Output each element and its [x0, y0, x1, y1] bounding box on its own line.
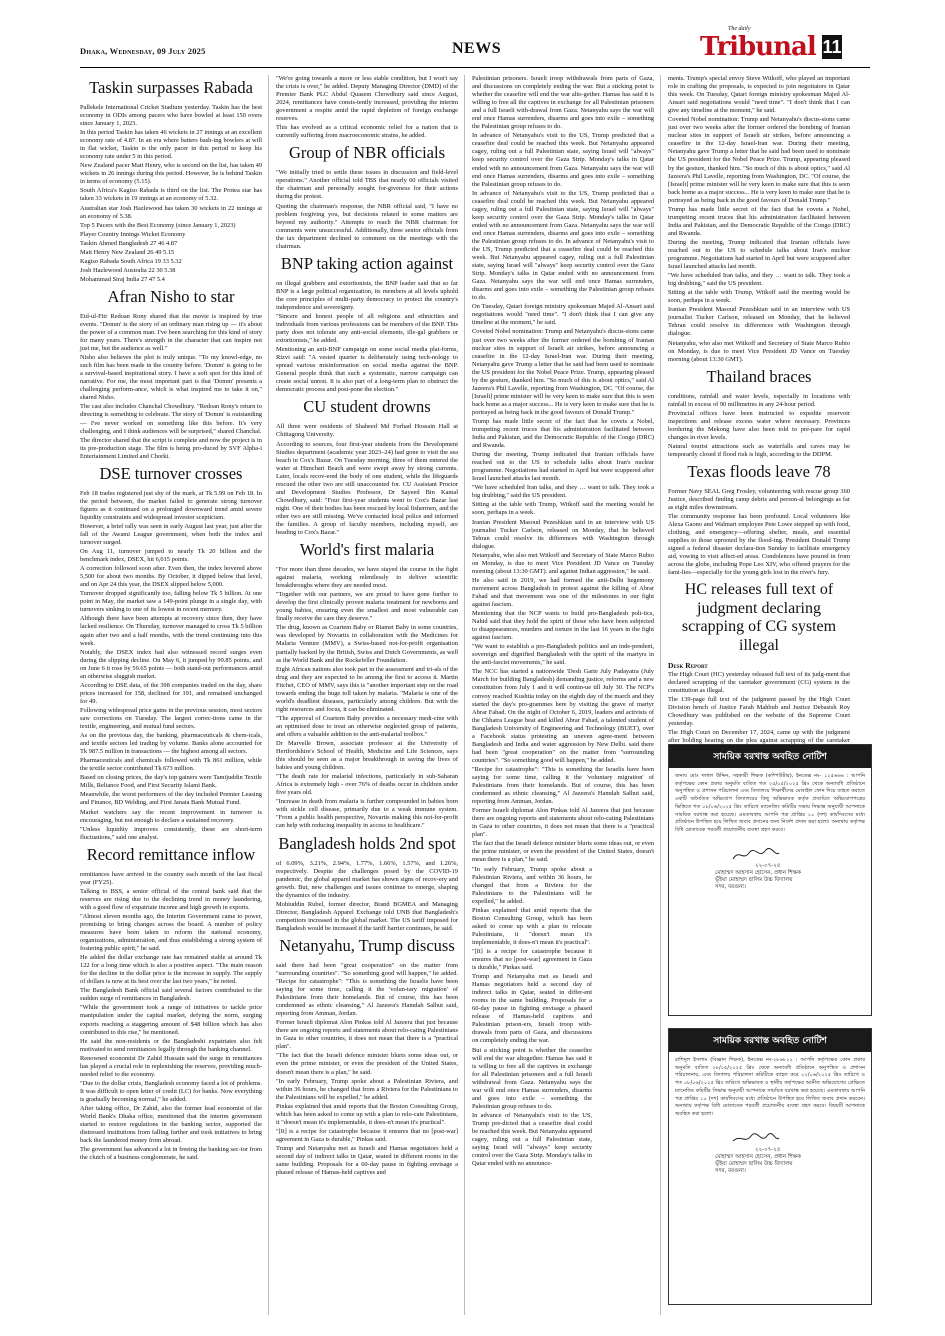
paragraph: "[It] is a recipe for catastrophe because it ensures that no [post-war] agreement in Gaza is durable," Pinkas said. [276, 1127, 458, 1143]
paragraph: "The death rate for malarial infections, particularly in sub-Saharan Africa is extremely high - over 76% of deaths occur in children under five years old. [276, 773, 458, 797]
paragraph: The Bangladesh Bank official said several factors contributed to the sudden surge of remittances in Bangladesh. [80, 987, 262, 1003]
paragraph: "We initially tried to settle these issues in discussion and field-level operations." Another official told TBS that nearly 60 officials visited the chairman and personally sought for-giveness for their actions during the protest. [276, 169, 458, 201]
column-divider [464, 75, 465, 1315]
paragraph: Mohiuddin Rubel, former director, Brand BGMEA and Managing Director, Bangladesh Apparel Exchange told UNB that Bangladesh's competitors increased in the global market. The US tariff imposed for Bangladesh would be increased if the tariff barrier continues, he said. [276, 900, 458, 932]
article-nbr [276, 169, 458, 250]
notice-ad-1 [668, 744, 872, 1016]
paragraph: Although there have been attempts at recovery since then, they have lacked resilience. On Thursday, turnover managed to cross Tk 5 billion again after two and a half months, with the trend continuing into this week. [80, 615, 262, 647]
paragraph: Netanyahu, who also met Witkoff and Secretary of State Marco Rubio on Monday, is due to meet Vice President JD Vance on Tuesday morning (about 13:30 GMT). and against Indian aggression," he said. [472, 551, 654, 575]
paragraph: conditions, rainfall and water levels, especially in locations with rainfall in excess of 90 millimetres in any 24-hour period. [668, 392, 850, 408]
paragraph: on illegal grabbers and extortionists, the BNP leader said that so far BNP is a large political organization, its members at all levels uphold the core principles of multi-party democracy to protect the country's independence and sovereignty. [276, 279, 458, 311]
paragraph: Taskin Ahmed Bangladesh 27 46 4.87 [80, 239, 178, 247]
paragraph: The High Court (HC) yesterday released full text of its judg-ment that declared scrapping of the caretaker government (CG) system in the constitution as illegal. [668, 671, 850, 695]
paragraph: The director shared that the script is complete and now the project is in its pre-production stage. The film is being pro-duced by SVF Alpha-i Entertainment Limited and Chorki. [80, 436, 262, 460]
paragraph: "The approval of Coartem Baby provides a necessary medi-cine with an optimised dose to treat an otherwise neglected group of patients, and offers a valuable addition to the anti-malarial toolbox." [276, 714, 458, 738]
page-header [0, 0, 945, 78]
paragraph: Palestinian prisoners. Israeli troop withdrawals from parts of Gaza, and discussions on completely ending the war. But a sticking point is whether the ceasefire will end the war alto-gether. Hamas has said it is willing to free all the captives in exchange for all Palestinian prisoners and a full Israeli with-drawal from Gaza. Netanyahu says the war will end once Hamas surrenders, disarms and goes into exile – something the Palestinian group refuses to do. [472, 75, 654, 131]
article-remittance-cont [276, 75, 458, 140]
paragraph: In this period Taskin has taken 46 wickets in 27 innings at an excellent economy rate of 4.87. In an era where batters bash-ing bowlers at will in flat wicket, Taskin is the only pacer in this period to keep his economy rate under 5 in this period. [80, 129, 262, 161]
signature-mark [731, 1131, 781, 1147]
article-thailand [668, 393, 850, 459]
headline-remittance: Record remittance inflow [86, 844, 256, 864]
paragraph: Iranian President Masoud Pezeshkian said in an interview with US journalist Tucker Carlson, released on Monday, that he believed Tehran could resolve its differences with Washington through dialogue. [668, 306, 850, 338]
paragraph: Following widespread price gains in the previous session, most sectors saw corrections on Tuesday. The largest correc-tions came in the textile, engineering, and mutual fund sectors. [80, 706, 262, 731]
signature-date: ২২-০৭-২৫ [755, 1146, 781, 1153]
paragraph: "In early February, Trump spoke about a Palestinian Riviera, and within 36 hours, he changed that from a Riviera for the Palestinians to the Palestinians will be expelled," he added. [472, 865, 592, 905]
paragraph: All three were residents of Shaheed Md Forhad Hossain Hall at Chittagong University. [276, 423, 458, 439]
paragraph: Renowned economist Dr Zahid Hussain said the surge in remittances has played a crucial role in replenishing the reserves, providing much-needed relief to the economy. [80, 1054, 262, 1078]
paragraph: However, a brief rally was seen in early August last year, just after the fall of the Awami League government, when both the index and turnover surged. [80, 522, 262, 547]
paragraph: Provincial offices have been instructed to expedite reservoir inspections and release excess water where necessary. Provinces bordering the Mekong have also been told to pre-pare for rapid changes in river levels. [668, 409, 850, 441]
masthead-tagline: The daily [728, 26, 751, 32]
article-cu-student [276, 423, 458, 537]
paragraph: Feb 18 trades registered just shy of the mark, at Tk 5.99 on Feb 18. In the period between, the market failed to generate strong turnover figures as it continued on a prolonged downward trend amid severe liquidity constraints and widespread investor scepticism. [80, 489, 262, 521]
paragraph: "We're going towards a more or less stable condition, but I won't say the crisis is over," he added. Deputy Managing Director (DMD) of the Premier Bank PLC Abdul Quasem Chowdhury said since August, 2024, remittances have consis-tently increased, providing the interim government a respite amid the rapid depletion of foreign exchange reserves. [276, 75, 458, 123]
column-divider [660, 75, 661, 1315]
paragraph: Eight African nations also took part in the assessment and tri-als of the drug and they are expected to be among the first to access it. Martin Fitchet, CEO of MMV, says this is "another important step on the road towards ending the huge toll taken by malaria. "Malaria is one of the world's deadliest diseases, particularly among children. But with the right resources and focus, it can be eliminated. [276, 665, 458, 713]
signature-line: ভূঁইয়া মোহাম্মদ ছালিম উচ্চ বিদ্যালয় [715, 876, 793, 883]
article-bangladesh-2nd [276, 860, 458, 933]
article-afran-nisho [80, 313, 262, 461]
paragraph: After taking office, Dr Zahid, also the former lead economist of the World Bank's Dhaka office, mentioned that the interim government started to restore regulations in the banking sector, supported the distressed institutions from falling further and took initiatives to bring back the laundered money from abroad. [80, 1104, 262, 1145]
paragraph: Market watchers say the recent improvement in turnover is encouraging, but not enough to declare a sustained recovery. [80, 808, 262, 824]
paragraph: South Africa's Kagiso Rabada is third on the list. The Protea star has taken 33 wickets in 19 innings at an economy of 5.32. [80, 187, 262, 203]
paragraph: Coveted Nobel nomination: Trump and Netanyahu's discus-sions came just over two weeks after the former ordered the bombing of Iranian nuclear sites in support of Israeli air strikes, before announcing a ceasefire in the 12-day Israel-Iran war. During their meeting, Netanyahu gave Trump a letter that he said had been used to nominate the US president for the Nobel Peace Prize. Trump, appearing pleased by the gesture, thanked him. "So much of this is about optics," said Al Jazeera's Phil Lavelle, reporting from Washington, DC. "Of course, the [Israeli] prime minister will be very keen to make sure that this is seen back home as a major success... He is very keen to make sure that he is portrayed as being back in the good favours of Donald Trump." [668, 116, 850, 204]
signature-line: ভূঁইয়া মোহাম্মদ ছালিম উচ্চ বিদ্যালয় [715, 1160, 793, 1167]
paragraph: said there had been "great cooperation" on the matter from "surrounding countries". "So something good will happen," he added. "Recipe for catastrophe": "This is something the Israelis have been saying for some time, calling it the 'volun-tary migration' of Palestinians from their homelands. But of course, this has been condemned as ethnic cleansing," Al Jazeera's Hamdah Salhut said, reporting from Amman, Jordan. [276, 961, 458, 1018]
paragraph: Eid-ul-Fitr Redoan Rony shared that the movie is inspired by true events. "Domm' is the story of an ordinary man rising up — it's about the power of a common man. I've been searching for this kind of story for many years. There's strength in the character that can inspire not just me, but the audience as well." [80, 312, 262, 353]
article-taskin [80, 104, 262, 284]
paragraph: Former Israeli diplomat Alon Pinkas told Al Jazeera that just because there are ongoing reports and statements about relo-cating Palestinians in Gaza to other countries, it does not mean that there is a "practical plan". [472, 807, 654, 839]
headline-nbr: Group of NBR officials [289, 143, 445, 163]
paragraph: In advance of Netanyahu's visit to the US, Trump predicted that a ceasefire deal could be reached this week. But Netanyahu appeared cagey, ruling out a full Palestinian state, saying Israel will "always" keep security control over the Gaza Strip. Monday's talks in Qatar ended with no announcement from Gaza. Netanyahu says the war will end once Hamas surrenders, disarms and goes into exile – something the Palestinian group refuses to do. [472, 132, 654, 188]
signature-date: ২২-০৭-২৫ [755, 862, 781, 869]
paragraph: Trump and Netanyahu met as Israeli and Hamas negotiators held a second day of indirect talks in Qatar, seated in different rooms in the same building. Proposals for a 60-day pause in fighting envisage a phased release of Hamas-held captives and [276, 1144, 458, 1177]
paragraph: "We want to establish a pro-Bangladesh politics and an inde-pendent, sovereign and dignified Bangladesh with the spirit of the martyrs in the anti-fascist movements," he said. [472, 643, 654, 667]
paragraph: He added the dollar exchange rate has remained stable at around Tk 122 for a long time which is also a positive aspect. "The main reason for the decline in the dollar price is the increase in supply. The supply of dollars is now at its best over the last two years," he noted. [80, 954, 262, 986]
article-malaria [276, 566, 458, 831]
paragraph: of 6.09%, 3.21%, 2.94%, 1.77%, 1.66%, 1.57%, and 1.26%, respectively. Despite the challenges posed by the COVID-19 pandemic, the global apparel market has shown signs of recov-ery and growth. But, new challenges and issues continue to emerge, shaping the dynamics of the industry. [276, 859, 458, 899]
paragraph: Talking to BSS, a senior official of the central bank said that the reserves are rising due to the declining trend in money laundering, with a good flow of expatriate income and high growth in exports. [80, 887, 262, 911]
notice-ad-2 [668, 1028, 872, 1305]
paragraph: Netanyahu, who also met Witkoff and Secretary of State Marco Rubio on Monday, is due to meet Vice President JD Vance on Tuesday morning (about 13:30 GMT). [668, 339, 850, 363]
paragraph: Natural tourist attractions such as waterfalls and caves may be temporarily closed if flood risk is high, according to the DDPM. [668, 442, 850, 458]
paragraph: He said the non-residents or the Bangladeshi expatriates also felt motivated to send remittances legally through the banking channel. [80, 1037, 262, 1053]
paragraph: On Tuesday, Qatari foreign ministry spokesman Majed Al-Ansari said negotiations would "need time". "I don't think that I can give any timeline at the moment," he said. [472, 303, 654, 327]
signature-line: মোহাম্মদ আহসান হোসেন, প্রধান শিক্ষক [715, 1153, 801, 1160]
headline-thailand: Thailand braces [706, 366, 812, 386]
paragraph: "Due to the dollar crisis, Bangladesh economy faced a lot of problems. It was difficult to open letter of credit (LC) for banks. Now everything is gradually becoming normal," he added. [80, 1079, 262, 1103]
paragraph: ments. Trump's special envoy Steve Witkoff, who played an important role in crafting the proposals, is expected to join negotiators in Qatar this week. On Tuesday, Qatari foreign ministry spokesman Majed Al-Ansari said negotiations would "need time". "I don't think that I can give any timeline at the moment," he said. [668, 75, 850, 115]
byline: Desk Report [668, 661, 708, 671]
paragraph: "In early February, Trump spoke about a Palestinian Riviera, and within 36 hours, he changed that from a Riviera for the Palestinians to the Palestinians will be expelled," he added. [276, 1077, 458, 1101]
paragraph: Player Country Innings Wicket Economy [80, 230, 186, 238]
paragraph: Pinkas explained that amid reports that the Boston Consulting Group, which has been asked to come up with a plan to relocate Palestinians, it "doesn't mean it's implementable, it does-n't mean it's practical". [472, 906, 592, 946]
paragraph: In advance of Netanyahu's visit to the US, Trump predicted that a ceasefire deal could be reached this week. But Netanyahu appeared cagey, ruling out a full Palestinian state, saying Israel will "always" keep security control over the Gaza Strip. Monday's talks in Qatar ended with no announcement from Gaza. Netanyahu says the war will end once Hamas surrenders, disarms and goes into exile – something the Palestinian group refuses to do. In advance of Netanyahu's visit to the US, Trump predicted that a ceasefire deal could be reached this week. But Netanyahu appeared cagey, ruling out a full Palestinian state, saying Israel will "always" keep security control over the Gaza Strip. Monday's talks in Qatar ended with no announcement from Gaza. Netanyahu says the war will end once Hamas surrenders, disarms and goes into exile – something the Palestinian group refuses to do. [472, 189, 654, 302]
signature-line: সদর, বরগুনা। [715, 1167, 746, 1174]
paragraph: Trump has made little secret of the fact that he covets a Nobel, trumpeting recent truces that his administration facilitated between India and Pakistan, and the Democratic Republic of the Congo (DRC) and Rwanda. [472, 417, 654, 450]
headline-cu-student: CU student drowns [303, 397, 431, 417]
paragraph: Former Navy SEAL Greg Frosley, volunteering with rescue group 360 Justice, described finding camp debris and person-al belongings as far as eight miles downstream. [668, 487, 850, 512]
paragraph: Nisho also believes the plot is truly unique. "To my knowl-edge, no such film has been made in the country before. 'Domm' is going to be a survival-based inspirational story. I have a soft spot for this kind of narrative. For me, the most important part is that 'Domm' presents a challenging perform-ance, which is what inspired me to take it on," shared Nisho. [80, 354, 262, 402]
column-4 [668, 75, 850, 745]
headline-malaria: World's first malaria [299, 540, 435, 560]
paragraph: remittances have arrived in the country each month of the last fiscal year (FY25). [80, 870, 262, 886]
headline-hc-judgment: HC releases full text of judgment declaring scrapping of CG system illegal [681, 581, 837, 654]
paragraph: "Increase in death from malaria is further compounded in babies born with sickle cell disease, primarily due to a weak immune system. "From a public health perspective, Novartis making this not-for-profit can help with reducing inequality in access to healthcare." [276, 798, 458, 830]
paragraph: "Unless liquidity improves consistently, these are short-term fluctuations," said one analyst. [80, 825, 262, 841]
paragraph: A correction followed soon after. Even then, the index hovered above 5,500 for about two months. By October, it dipped below that level, and on Apr 24 this year, the DSEX slipped below 5,000. [80, 565, 262, 589]
paragraph: Based on closing prices, the day's top gainers were Tamijuddin Textile Mills, Reliance Food, and First Security Islami Bank. [80, 774, 262, 790]
article-hc-judgment [668, 671, 850, 753]
notice-body: জনাব মোঃ দলাল উদ্দিন, সহকারী শিক্ষক (কম্পিউটার), ইনডেক্স নং- ১২৫৬৬৬ : আপনি কর্তৃপক্ষের কোন প্রকার অনুমতি ব্যতিত গত ২৫/০৫/২০২৫ খ্রিঃ থেকে অন্যাবধি প্রতিষ্ঠানে অনুপস্থিত ও প্রশাসন পরিচালনা এবং বিদ্যালয়ে শিক্ষার্থীদের মোবাইল ফোন দিয়ে ব্যাহত করাতে একটি অনৈতিক অভিযোগ বিদ্যালয়ের কিছু অভিভাবক কর্তৃক প্রত্যয়িত অভিযোগপত্রের ভিত্তিতে গত ০৮/০৬/২০২৫ খ্রিঃ তারিখে ম্যানেজিং কমিটির সভায় সিদ্ধান্ত অনুযায়ী আপনাকে সাময়িক বরখাস্ত করা হয়েছে। এমতাবস্থায় আপনি পত্র প্রাপ্তির ১০ (দশ) কার্যদিবসের মধ্যে প্রতিষ্ঠানে উপস্থিত হয়ে লিখিত জবাব প্রদানের জন্য নির্দেশ প্রদান করা হলো। অন্যথায় কর্তৃপক্ষ বিধি মোতাবেক পরবর্তী প্রয়োজনীয় ব্যবস্থা গ্রহণ করবে। [675, 773, 865, 833]
paragraph: The cast also includes Chanchal Chowdhury. "Redoan Rony's return to directing is something to celebrate. The story of 'Domm' is outstanding — I've never worked on something like this before. It's very challenging, and I think audiences will be surprised," shared Chanchal. [80, 403, 262, 435]
header-rule [80, 67, 870, 68]
paragraph: Sitting at the table with Trump, Witkoff said the meeting would be soon, perhaps in a week. [668, 289, 850, 305]
article-gaza-narrow [472, 866, 592, 1169]
paragraph: "Almost eleven months ago, the Interim Government came to power, promising to bring changes across the board. A number of policy measures have been taken to reform the national economy, organizations, administration, and thus establishing a strong system of fostering public spirit," he said. [80, 912, 262, 953]
article-trump-cont [668, 75, 850, 364]
article-dse [80, 490, 262, 842]
paragraph: Iranian President Masoud Pezeshkian said in an interview with US journalist Tucker Carlson, released on Monday, that he believed Tehran could resolve its differences with Washington through dialogue. [472, 518, 654, 550]
paragraph: During the meeting, Trump indicated that Iranian officials have reached out to the US to schedule talks about Iran's nuclear programme. Negotiations had started in April but were scuppered after Israel launched attacks last month. [472, 451, 654, 483]
paragraph: The fact that the Israeli defence minister blurts some ideas out, or even the prime minister, or even the president of the United States, doesn't mean there is a plan," he said. [472, 840, 654, 864]
signature-line: সদর, বরগুনা। [715, 883, 746, 890]
paragraph: "The fact that the Israeli defence minister blurts some ideas out, or even the prime minister, or even the president of the United States, doesn't mean there is a plan," he said. [276, 1052, 458, 1076]
paragraph: The drug, known as Coartem Baby or Riamet Baby in some countries, was developed by Novartis in collaboration with the Medicines for Malaria Venture (MMV), a Swiss-based not-for-profit organisation partially backed by the British, Swiss and Dutch Governments, as well as the World Bank and the Rockefeller Foundation. [276, 624, 458, 664]
paragraph: Top 5 Pacers with the Best Economy (since January 1, 2023) [80, 221, 236, 229]
paragraph: "We have scheduled Iran talks, and they … want to talk. They took a big drubbing," said the US president. [668, 272, 850, 288]
paragraph: He also said in 2019, we had formed the anti-Delhi hegemony movement across Bangladesh in protest against the killing of Abrar Fahad and that movement was one of the milestones in our fight against fascism. [472, 576, 654, 608]
paragraph: "Together with our partners, we are proud to have gone further to develop the first clinically proven malaria treatment for newborns and young babies, ensuring even the smallest and most vulnerable can finally receive the care they deserve." [276, 591, 458, 623]
paragraph: Pinkas explained that amid reports that the Boston Consulting Group, which has been asked to come up with a plan to relo-cate Palestinians, it "doesn't mean it's implementable, it does-n't mean it's practical". [276, 1102, 458, 1126]
paragraph: Kagiso Rabada South Africa 19 33 5.32 [80, 257, 182, 265]
paragraph: "For more than three decades, we have stayed the course in the fight against malaria, working relentlessly to deliver scientific breakthroughs where they are needed most. [276, 566, 458, 590]
article-bnp [276, 280, 458, 395]
signature-lines [715, 1154, 871, 1175]
masthead-logo [700, 26, 870, 62]
article-remittance [80, 871, 262, 1163]
paragraph: As on the previous day, the banking, pharmaceuticals & chem-icals, and textile sectors led trading by volume. Banks alone accounted for Tk 987.5 million in transactions — the highest among all sectors. [80, 732, 262, 756]
paragraph: Turnover dropped significantly too, falling below Tk 5 billion. At one point in May, the market saw a 149-point plunge in a single day, with turnovers sinking to one of its lowest in recent memory. [80, 590, 262, 614]
column-divider [268, 75, 269, 1315]
paragraph: In advance of Netanyahu's visit to the US, Trump pre-dicted that a ceasefire deal could be reached this week. But Netanyahu appeared cagey, ruling out a full Palestinian state, saying Israel will "always" keep security control over the Gaza Strip. Monday's talks in Qatar ended with no announce- [472, 1111, 592, 1168]
headline-netanyahu-trump: Netanyahu, Trump discuss [279, 935, 455, 955]
column-2 [276, 75, 458, 1315]
paragraph: New Zealand pacer Matt Henry, who is second on the list, has taken 49 wickets in 26 innings during this period. However, he is behind Taskin in terms of economy (5.15). [80, 162, 262, 186]
paragraph: Notably, the DSEX index had also witnessed record surges even during the slipping decline. On May 6, it jumped by 99.85 points, and on June 6 it rose by 59.65 points — both stand-out performances amid an otherwise sluggish market. [80, 648, 262, 680]
paragraph: Quoting the chairman's response, the NBR official said, "I have no problem forgiving you, but decisions related to some matters are beyond my authority." Attempts to reach the NBR chairman for comments were unsuccessful. Additionally, three senior officials from the tax department declined to comment on the meetings with the chairman. [276, 202, 458, 250]
paragraph: Trump has made little secret of the fact that he covets a Nobel, trumpeting recent truces that his administration facilitated between India and Pakistan, and the Democratic Republic of the Congo (DRC) and Rwanda. [668, 205, 850, 237]
paragraph: The High Court on December 17, 2024, came up with the judgment after holding hearing on the plea against scrapping of the caretaker [668, 729, 850, 745]
paragraph: Matt Henry New Zealand 26 49 5.15 [80, 248, 175, 256]
paragraph: "We have scheduled Iran talks, and they … want to talk. They took a big drubbing," said the US president. [472, 484, 654, 500]
notice-body: রাশিদুল ইসলাম (বিজ্ঞান শিক্ষক), ইনডেক্স নং-২৮৬৮১২ : আপনি কর্তৃপক্ষের কোন প্রকার অনুমতি ব্যতিত ২৮/০৫/২০২৫ খ্রিঃ থেকে অন্যাবধি প্রতিষ্ঠানে অনুপস্থিত ও প্রশাসন পরিচালনায়, এবং বিদ্যালয় পরিচালনা কমিটিকে ব্যাহত করে ০২/০৬/২০২৫ খ্রিঃ তারিখে ও গত ০৮/০৬/২০২৫ খ্রিঃ তারিখে অভিভাবক ও স্থানীয় কর্তৃপক্ষের আনীত অভিযোগের প্রেক্ষিতে ম্যানেজিং কমিটির সিদ্ধান্ত অনুযায়ী আপনাকে সাময়িক বরখাস্ত করা হয়েছে। এমতাবস্থায় আপনি পত্র প্রাপ্তির ১০ (দশ) কার্যদিবসের মধ্যে প্রতিষ্ঠানে উপস্থিত হয়ে লিখিত জবাব প্রদান করবেন। অন্যথায় কর্তৃপক্ষ বিধি মোতাবেক পরবর্তী প্রয়োজনীয় ব্যবস্থা গ্রহণ করবে। বিষয়টি আপনাকে অবহিত করা হলো। [675, 1057, 865, 1117]
paragraph: Australian star Josh Hazlewood has taken 30 wickets in 22 innings at an economy of 5.38. [80, 204, 262, 220]
headline-texas-floods: Texas floods leave 78 [687, 461, 831, 481]
paragraph: Sitting at the table with Trump, Witkoff said the meeting would be soon, perhaps in a week. [472, 501, 654, 517]
headline-bnp: BNP taking action against [280, 253, 454, 273]
paragraph: Meanwhile, the worst performers of the day included Premier Leasing and Finance, BD Welding, and First Janata Bank Mutual Fund. [80, 791, 262, 807]
article-gaza-cont [472, 75, 654, 865]
page-number: 11 [822, 37, 842, 57]
paragraph: Dr Marvelle Brown, associate professor at the University of Hertfordshire's School of Health, Medicine and Life Sciences, says this should be seen as a major breakthrough in saving the lives of babies and young children. [276, 740, 458, 772]
paragraph: On Aug 11, turnover jumped to nearly Tk 20 billion and the benchmark index, DSEX, hit 6,015 points. [80, 548, 262, 564]
headline-bangladesh-2nd: Bangladesh holds 2nd spot [278, 833, 456, 853]
paragraph: Trump and Netanyahu met as Israeli and Hamas negotiators held a second day of indirect talks in Qatar, seated in differ-ent rooms in the same building. Proposals for a 60-day pause in fighting envisage a phased release of Hamas-held captives and Palestinian prison-ers, Israeli troop with-drawals from parts of Gaza, and discussions on completely ending the war. [472, 973, 592, 1045]
headline-taskin: Taskin surpasses Rabada [89, 78, 253, 97]
paragraph: "Recipe for catastrophe": "This is something the Israelis have been saying for some time, calling it the 'voluntary migration' of Palestinians from their homelands. But of course, this has been condemned as ethnic cleansing," Al Jazeera's Hamdah Salhut said, reporting from Amman, Jordan. [472, 765, 654, 806]
paragraph: Pharmaceuticals and chemicals followed with Tk 861 million, while the textile sector contributed Tk 673 million. [80, 757, 262, 773]
headline-dse: DSE turnover crosses [99, 463, 243, 483]
paragraph: This has evolved as a critical economic relief for a nation that is currently suffering from macroeconomic strains, he added. [276, 124, 458, 140]
signature-lines [715, 870, 871, 891]
paragraph: "[It] is a recipe for catastrophe because it ensures that no [post-war] agreement in Gaza is durable," Pinkas said. [472, 947, 592, 972]
paragraph: "Sincere and honest people of all religions and ethnicities and individuals from various professions can be members of the BNP. This party does not tolerate any anti-social elements, ille-gal grabbers or extortionists," he added. [276, 312, 458, 345]
signature-line: মোহাম্মদ আহসান হোসেন, প্রধান শিক্ষক [715, 869, 801, 876]
column-3 [472, 75, 654, 1315]
section-title: NEWS [452, 40, 502, 57]
paragraph: Pallekele International Cricket Stadium yesterday. Taskin has the best economy in ODIs among pacers who have bowled at least 150 overs since January 1, 2023. [80, 103, 262, 128]
paragraph: The 139-page full text of the judgment passed by the High Court Division bench of Justice Farah Mahbub and Justice Debasish Roy Chowdhury was published on the website of the Supreme Court yesterday. [668, 696, 850, 728]
article-texas-floods [668, 488, 850, 578]
headline-afran-nisho: Afran Nisho to star [107, 286, 235, 306]
paragraph: The government has advanced a lot in freeing the banking sec-tor from the clutch of a business conglomerate, he said. [80, 1146, 262, 1162]
paragraph: Mentioning that the NCP wants to build pro-Bangladesh poli-tics, Nahid said that they hold the spirit of those who have been subjected to disappearances, murders and torture in the last 16 years in the fight against fascism. [472, 610, 654, 642]
paragraph: Mohammad Siraj India 27 47 5.4 [80, 275, 165, 283]
paragraph: According to sources, four first-year students from the Development Studies department (academic year 2023–24) had gone to visit the sea beach in Cox's Bazar. On Tuesday morning, three of them entered the water at Himchari Beach and were swept away by strong currents. Later, locals recov-ered the body of one student, while the lifeguards rescued the other two are still unaccounted for. CU Assistant Proctor and Development Studies Professor, Dr Sayeed Bin Kamal Chowdhury, said: "Four first-year students went to Cox's Bazar last night. One of their bodies has been rescued by local fishermen, and the other two are still missing. We've contacted local police and informed the families. A group of faculty members, including myself, are heading to Cox's Bazar." [276, 440, 458, 537]
paragraph: Mentioning an anti-BNP campaign on some social media plat-forms, Rizvi said: "A vested quarter is deliberately using tech-nology to spread various misinformation on social media against the BNP. General people think that such a systematic, narrow campaign can create social unrest. It is also part of a long-term plan to obstruct the democratic process and post-pone the election." [276, 346, 458, 394]
signature-mark [731, 847, 781, 863]
notice-title: সাময়িক বরখাস্ত অবহিত নোটিশ [669, 1029, 871, 1052]
paragraph: "While the government took a range of initiatives to tackle price manipulation under the capital market, defying the norm, surging exports reaching a staggering amount of $48 billion which has also contributed to this rise," he mentioned. [80, 1004, 262, 1036]
paragraph: The community response has been profound. Local volunteers like Alexa Gaono and Walmart employee Pete Lowe stepped up with food, clothing, and emergency—offering shelter, meals, and essential supplies to those uprooted by the flood-ing. President Donald Trump signed a federal disaster declara-tion Sunday to facilitate emergency aid, vowing to visit affect-ed areas. Condolences have poured in from across the globe, including Pope Leo XIV, who offered prayers for the fami-lies—especially for the young girls lost in the river's fury. [668, 513, 850, 577]
paragraph: During the meeting, Trump indicated that Iranian officials have reached out to the US to schedule talks about Iran's nuclear programme. Negotiations had started in April but were scuppered after Israel launched attacks last month. [668, 238, 850, 271]
dateline: Dhaka, Wednesday, 09 July 2025 [80, 46, 206, 56]
paragraph: Coveted Nobel nomination: Trump and Netanyahu's discus-sions came just over two weeks after the former ordered the bombing of Iranian nuclear sites in support of Israeli air strikes, before announcing a ceasefire in the 12-day Israel-Iran war. During their meeting, Netanyahu gave Trump a letter that he said had been used to nominate the US president for the Nobel Peace Prize. Trump, appearing pleased by the gesture, thanked him. "So much of this is about optics," said Al Jazeera's Phil Lavelle, reporting from Washington, DC. "Of course, the [Israeli] prime minister will be very keen to make sure that this is seen back home as a major success... He is very keen to make sure that he is portrayed as being back in the good favours of Donald Trump." [472, 328, 654, 416]
column-1 [80, 75, 262, 1315]
notice-signature [715, 1131, 871, 1175]
notice-title: সাময়িক বরখাস্ত অবহিত নোটিশ [669, 745, 871, 768]
paragraph: Former Israeli diplomat Alon Pinkas told Al Jazeera that just because there are ongoing reports and statements about relo-cating Palestinians in Gaza to other countries, it does not mean that there is a "practical plan". [276, 1019, 458, 1051]
notice-signature [715, 847, 871, 891]
paragraph: But a sticking point is whether the ceasefire will end the war altogether. Hamas has said it is willing to free all the captives in exchange for all Palestinian prisoners and a full Israeli withdrawal from Gaza. Netanyahu says the war will end once Hamas surrenders, disarms and goes into exile – something the Palestinian group refuses to do. [472, 1046, 592, 1110]
paragraph: The NCC has started a nationwide 'Desh Garte July Padayatra (July March for building Bangladesh) demanding justice, reforms and a new constitution from July 1 and it will contin-ue till July 30. The NCP's convoy reached Kushtia today on the eighth day of the march and they started the day's pro-grammes here by visiting the grave of martyr Abrar Fahad. On the night of October 6, 2019, leaders and activists of the Chhatra League beat and killed Abrar Fahad, a talented student of Bangladesh University of Engineering and Technology (BUET), over a Facebook status protesting an uneven agree-ment between Bangladesh and India and water aggression by New Delhi. said there had been "great cooperation" on the matter from "surrounding countries". "So something good will happen," he added. [472, 668, 654, 764]
paragraph: According to DSE data, of the 398 companies traded on the day, share prices increased for 158, declined for 191, and remained unchanged for 49. [80, 681, 262, 705]
paragraph: Josh Hazlewood Australia 22 30 5.38 [80, 266, 176, 274]
article-netanyahu-trump [276, 962, 458, 1177]
masthead-word: Tribunal [700, 32, 816, 62]
